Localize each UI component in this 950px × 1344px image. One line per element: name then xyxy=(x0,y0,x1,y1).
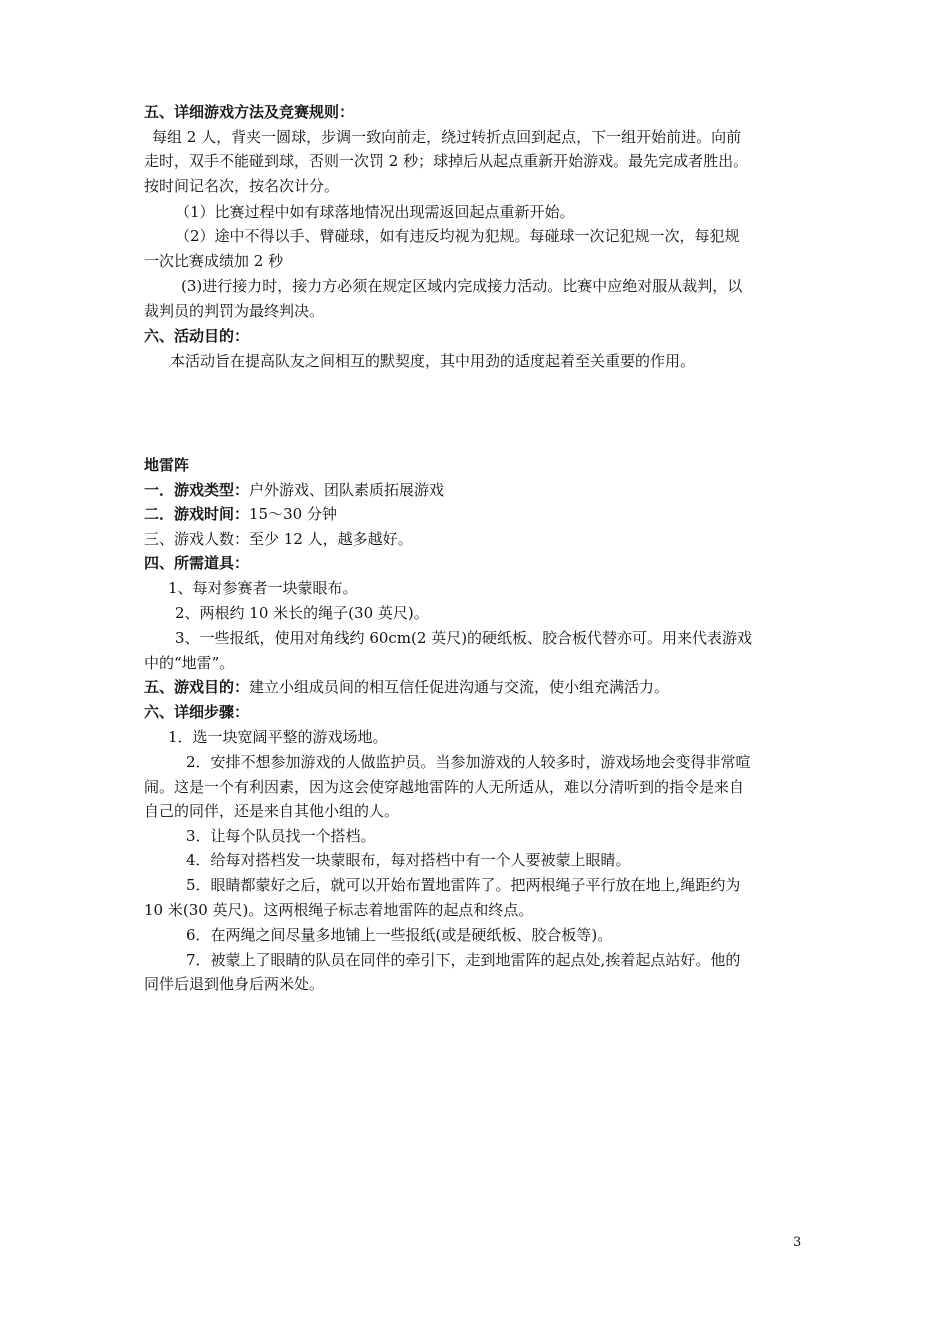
game-title: 地雷阵 xyxy=(144,456,190,474)
game-type-label: 一．游戏类型： xyxy=(144,481,250,499)
step-5-cont: 10 米(30 英尺)。这两根绳子标志着地雷阵的起点和终点。 xyxy=(144,901,534,919)
game-time xyxy=(144,502,814,526)
step-4: 4．给每对搭档发一块蒙眼布，每对搭档中有一个人要被蒙上眼睛。 xyxy=(186,851,631,869)
game-players-label: 三、游戏人数： xyxy=(144,530,250,548)
step-5: 5．眼睛都蒙好之后，就可以开始布置地雷阵了。把两根绳子平行放在地上,绳距约为 xyxy=(186,876,741,894)
paragraph-line: 按时间记名次，按名次计分。 xyxy=(144,177,340,195)
prop-item-3-cont: 中的“地雷”。 xyxy=(144,654,235,672)
game-players-value: 至少 12 人，越多越好。 xyxy=(249,530,413,548)
step-7: 7．被蒙上了眼睛的队员在同伴的牵引下，走到地雷阵的起点处,挨着起点站好。他的 xyxy=(186,951,741,969)
section-heading-rules: 五、详细游戏方法及竞赛规则： xyxy=(144,103,355,121)
step-6: 6．在两绳之间尽量多地铺上一些报纸(或是硬纸板、胶合板等)。 xyxy=(186,926,613,944)
prop-item-2: 2、两根约 10 米长的绳子(30 英尺)。 xyxy=(175,604,429,622)
step-2-cont: 自己的同伴，还是来自其他小组的人。 xyxy=(144,802,400,820)
paragraph-line: 每组 2 人，背夹一圆球，步调一致向前走，绕过转折点回到起点，下一组开始前进。向前 xyxy=(152,128,742,146)
game-type-value: 户外游戏、团队素质拓展游戏 xyxy=(249,481,445,499)
rule-item-3-cont: 裁判员的判罚为最终判决。 xyxy=(144,302,325,320)
section-heading-purpose: 六、活动目的： xyxy=(144,327,250,345)
game-time-value: 15～30 分钟 xyxy=(249,505,337,523)
purpose-text: 本活动旨在提高队友之间相互的默契度，其中用劲的适度起着至关重要的作用。 xyxy=(170,352,696,370)
step-2: 2．安排不想参加游戏的人做监护员。当参加游戏的人较多时，游戏场地会变得非常喧 xyxy=(186,753,751,771)
game-purpose xyxy=(144,675,814,699)
step-2-cont: 闹。这是一个有利因素，因为这会使穿越地雷阵的人无所适从，难以分清听到的指令是来自 xyxy=(144,778,745,796)
prop-item-3: 3、一些报纸，使用对角线约 60cm(2 英尺)的硬纸板、胶合板代替亦可。用来代表游戏 xyxy=(175,629,753,647)
game-purpose-label: 五、游戏目的： xyxy=(144,678,250,696)
game-type xyxy=(144,478,814,502)
steps-heading: 六、详细步骤： xyxy=(144,703,250,721)
props-heading: 四、所需道具： xyxy=(144,554,250,572)
rule-item-1: （1）比赛过程中如有球落地情况出现需返回起点重新开始。 xyxy=(175,203,575,221)
game-players xyxy=(144,527,814,551)
game-purpose-value: 建立小组成员间的相互信任促进沟通与交流，使小组充满活力。 xyxy=(249,678,670,696)
paragraph-line: 走时，双手不能碰到球，否则一次罚 2 秒；球掉后从起点重新开始游戏。最先完成者胜出。 xyxy=(144,152,749,170)
game-time-label: 二．游戏时间： xyxy=(144,505,250,523)
rule-item-3: (3)进行接力时，接力方必须在规定区域内完成接力活动。比赛中应绝对服从裁判，以 xyxy=(181,277,743,295)
step-7-cont: 同伴后退到他身后两米处。 xyxy=(144,975,325,993)
step-3: 3．让每个队员找一个搭档。 xyxy=(186,827,376,845)
rule-item-2: （2）途中不得以手、臂碰球，如有违反均视为犯规。每碰球一次记犯规一次，每犯规 xyxy=(175,227,740,245)
rule-item-2-cont: 一次比赛成绩加 2 秒 xyxy=(144,252,284,270)
step-1: 1．选一块宽阔平整的游戏场地。 xyxy=(168,728,388,746)
page-number: 3 xyxy=(793,1235,802,1250)
prop-item-1: 1、每对参赛者一块蒙眼布。 xyxy=(168,579,358,597)
